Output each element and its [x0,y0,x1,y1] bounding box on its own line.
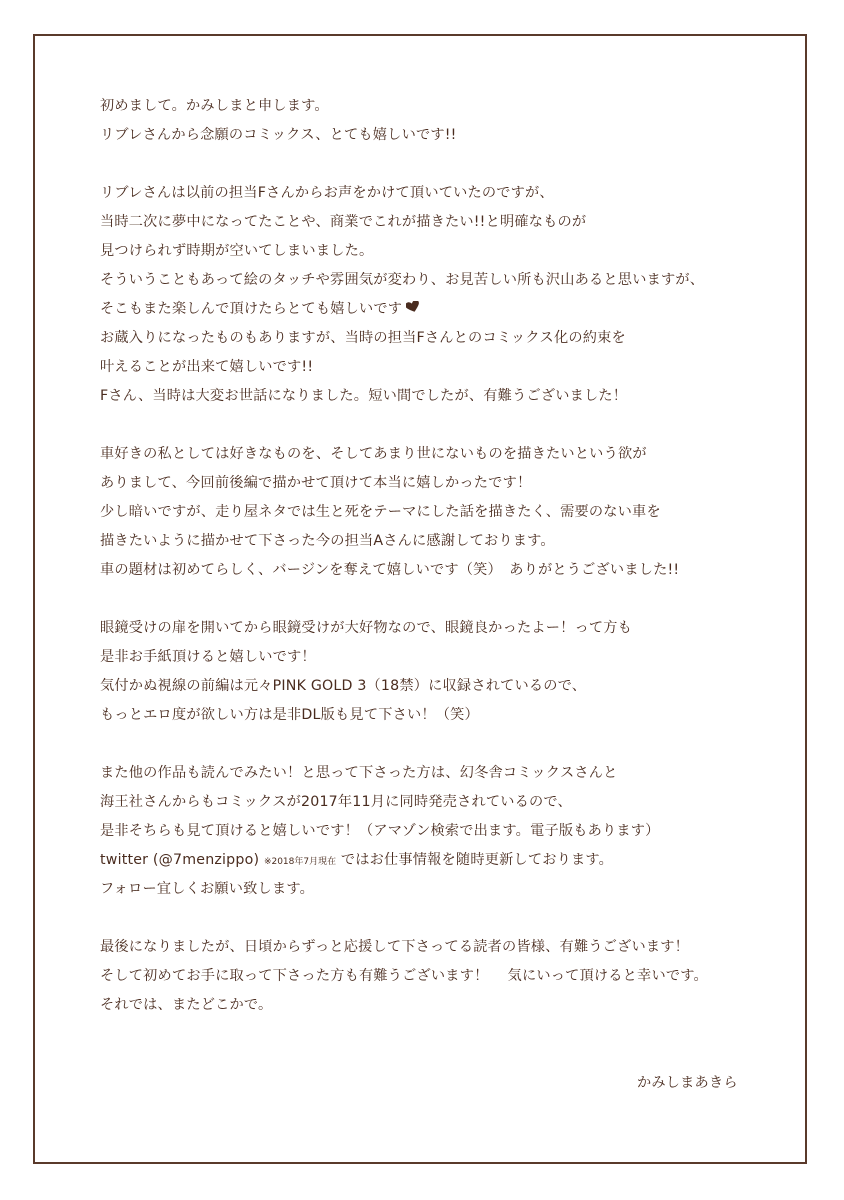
paragraph-closing [100,933,780,1020]
text-line: フォロー宜しくお願い致します。 [100,881,314,897]
paragraph-greeting [100,92,780,150]
date-note: ※2018年7月現在 [263,857,337,867]
text-line: 見つけられず時期が空いてしまいました。 [100,243,374,259]
text-line: お蔵入りになったものもありますが、当時の担当Fさんとのコミックス化の約束を [100,330,626,346]
text-line: 叶えることが出来て嬉しいです!! [100,359,314,375]
afterword-letter [100,92,780,1049]
paragraph-glasses [100,614,780,730]
text-line: もっとエロ度が欲しい方は是非DL版も見て下さい！（笑） [100,707,479,723]
text-line: Fさん、当時は大変お世話になりました。短い間でしたが、有難うございました！ [100,388,628,404]
text-line: 海王社さんからもコミックスが2017年11月に同時発売されているので、 [100,794,572,810]
text-line: そして初めてお手に取って下さった方も有難うございます！ 気にいって頂けると幸いです。 [100,968,708,984]
twitter-handle: twitter (@7menzippo) [100,852,260,868]
text-segment: そこもまた楽しんで頂けたらとても嬉しいです [100,301,403,317]
twitter-line [100,846,780,875]
text-line: リブレさんから念願のコミックス、とても嬉しいです!! [100,127,457,143]
text-line: そういうこともあって絵のタッチや雰囲気が変わり、お見苦しい所も沢山あると思いますが、 [100,272,705,288]
text-line: また他の作品も読んでみたい！と思って下さった方は、幻冬舎コミックスさんと [100,765,618,781]
text-line: 気付かぬ視線の前編は元々PINK GOLD 3（18禁）に収録されているので、 [100,678,587,694]
text-line: それでは、またどこかで。 [100,997,273,1013]
text-line: 是非お手紙頂けると嬉しいです！ [100,649,316,665]
text-line: 車の題材は初めてらしく、バージンを奪えて嬉しいです（笑） ありがとうございました!! [100,562,680,578]
text-line: 眼鏡受けの扉を開いてから眼鏡受けが大好物なので、眼鏡良かったよー！って方も [100,620,633,636]
paragraph-cars [100,440,780,585]
text-line: 最後になりましたが、日頃からずっと応援して下さってる読者の皆様、有難うございます！ [100,939,690,955]
text-line: 当時二次に夢中になってたことや、商業でこれが描きたい!!と明確なものが [100,214,587,230]
heart-icon [406,301,420,313]
text-line: 少し暗いですが、走り屋ネタでは生と死をテーマにした話を描きたく、需要のない車を [100,504,661,520]
text-line: 是非そちらも見て頂けると嬉しいです！（アマゾン検索で出ます。電子版もあります） [100,823,660,839]
paragraph-history [100,179,780,411]
text-line: 描きたいように描かせて下さった今の担当Aさんに感謝しております。 [100,533,555,549]
text-line: 車好きの私としては好きなものを、そしてあまり世にないものを描きたいという欲が [100,446,647,462]
text-line-with-heart [100,295,780,324]
text-line: リブレさんは以前の担当Fさんからお声をかけて頂いていたのですが、 [100,185,554,201]
text-line: ありまして、今回前後編で描かせて頂けて本当に嬉しかったです！ [100,475,532,491]
paragraph-other-works [100,759,780,904]
text-segment: ではお仕事情報を随時更新しております。 [340,852,614,868]
text-line: 初めまして。かみしまと申します。 [100,98,329,114]
author-signature: かみしまあきら [637,1075,738,1091]
